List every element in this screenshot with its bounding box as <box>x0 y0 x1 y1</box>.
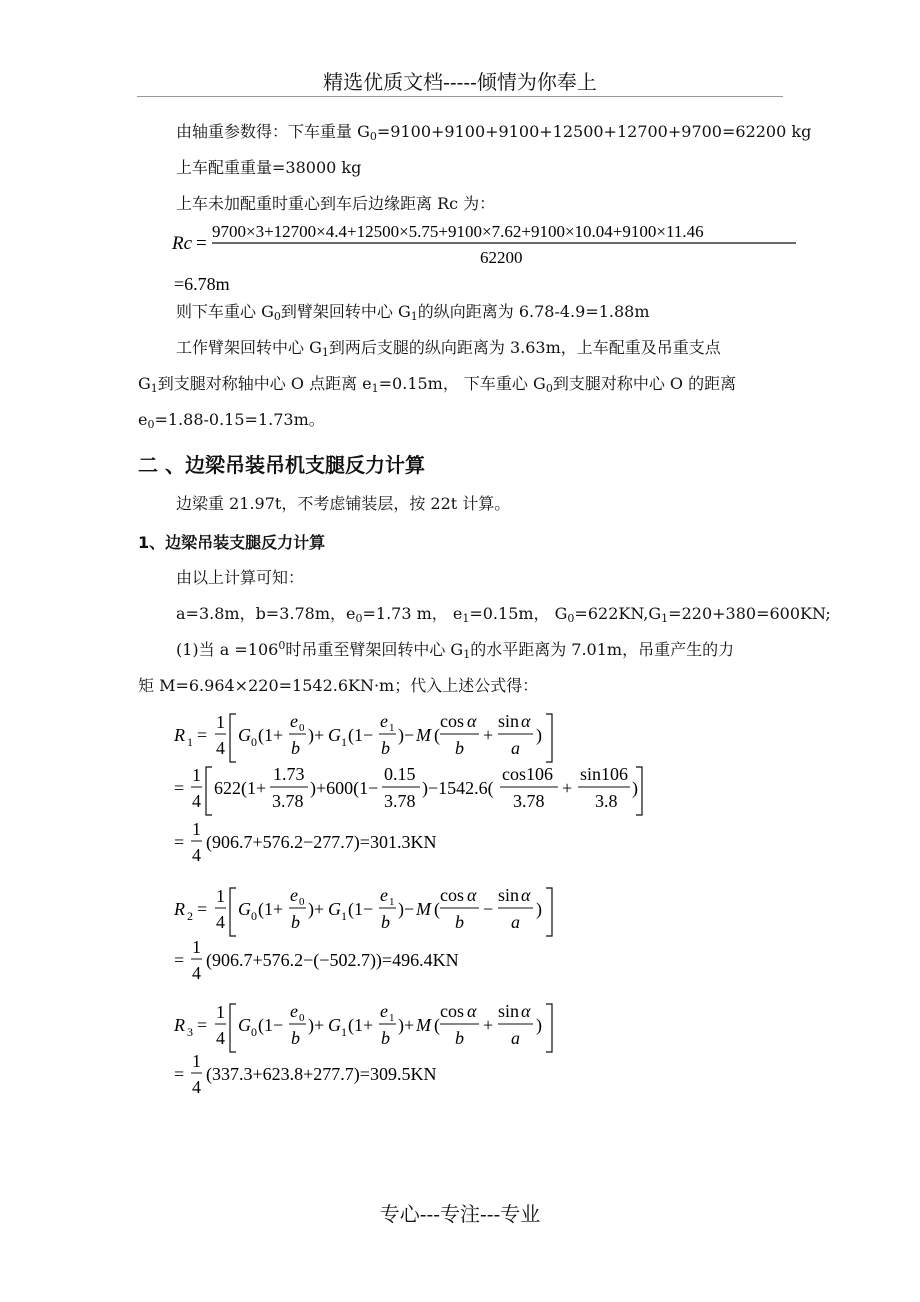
svg-text:0: 0 <box>251 909 257 923</box>
svg-text:(1+: (1+ <box>258 725 284 745</box>
svg-text:)+: )+ <box>308 899 325 919</box>
svg-text:M: M <box>416 725 431 745</box>
svg-text:0: 0 <box>299 896 305 908</box>
svg-text:e: e <box>290 1001 298 1021</box>
page-header: 精选优质文档-----倾情为你奉上 <box>323 70 597 94</box>
svg-text:1: 1 <box>192 765 201 785</box>
svg-text:(1−: (1− <box>348 725 374 745</box>
svg-text:G: G <box>328 899 341 919</box>
svg-text:)+: )+ <box>308 725 325 745</box>
counterweight-line: 上车配重重量=38000 kg <box>176 158 362 177</box>
svg-text:=: = <box>174 832 185 852</box>
rc-result: =6.78m <box>174 274 230 294</box>
svg-text:1: 1 <box>187 735 193 749</box>
svg-text:a: a <box>511 738 520 758</box>
svg-text:(: ( <box>434 899 440 919</box>
svg-text:G: G <box>328 725 341 745</box>
svg-text:)−: )− <box>398 899 415 919</box>
svg-text:0: 0 <box>299 722 305 734</box>
subsection-heading: 1、边梁吊装支腿反力计算 <box>138 533 326 552</box>
svg-text:cos106: cos106 <box>502 764 553 784</box>
svg-text:+: + <box>562 778 573 798</box>
svg-text:cos: cos <box>440 885 464 905</box>
svg-text:b: b <box>381 738 390 758</box>
svg-text:G: G <box>238 1015 251 1035</box>
svg-text:e: e <box>290 885 298 905</box>
svg-text:cos: cos <box>440 1001 464 1021</box>
svg-text:e: e <box>380 711 388 731</box>
svg-text:4: 4 <box>216 1028 225 1048</box>
svg-text:)−1542.6(: )−1542.6( <box>422 778 494 798</box>
e0-line: $e_0=1.88-0.15=1.73m$。 <box>138 410 325 431</box>
svg-text:1: 1 <box>341 909 347 923</box>
svg-text:1.73: 1.73 <box>273 764 305 784</box>
g1-outrigger-line: 工作臂架回转中心 $G_1$到两后支腿的纵向距离为 3.63m，上车配重及吊重支点 <box>176 338 721 359</box>
r2-result: (906.7+576.2−(−502.7))=496.4KN <box>206 950 459 970</box>
svg-text:4: 4 <box>192 845 201 865</box>
svg-text:=: = <box>174 1064 185 1084</box>
known-line: 由以上计算可知： <box>176 568 305 587</box>
svg-text:3.78: 3.78 <box>272 791 304 811</box>
svg-text:+: + <box>483 725 494 745</box>
svg-text:α: α <box>521 1001 531 1021</box>
svg-text:0: 0 <box>251 735 257 749</box>
rc-formula <box>168 218 808 298</box>
svg-text:)+: )+ <box>308 1015 325 1035</box>
svg-text:sin: sin <box>498 711 520 731</box>
svg-text:1: 1 <box>192 819 201 839</box>
rc-intro-line: 上车未加配重时重心到车后边缘距离 Rc 为： <box>176 194 496 213</box>
svg-text:2: 2 <box>187 909 193 923</box>
svg-text:1: 1 <box>192 937 201 957</box>
svg-text:): ) <box>536 899 542 919</box>
r1-formula <box>170 706 670 866</box>
svg-text:G: G <box>238 899 251 919</box>
svg-text:1: 1 <box>192 1051 201 1071</box>
svg-text:1: 1 <box>216 886 225 906</box>
svg-text:)+600(1−: )+600(1− <box>310 778 379 798</box>
svg-text:): ) <box>536 725 542 745</box>
svg-text:4: 4 <box>216 738 225 758</box>
svg-text:3.78: 3.78 <box>513 791 545 811</box>
case1-line: (1)当 $a =106^0$时吊重至臂架回转中心 $G_1$的水平距离为 7.01m，吊重产生的力 <box>176 639 735 661</box>
svg-text:−: − <box>483 899 494 919</box>
svg-text:1: 1 <box>216 1002 225 1022</box>
axle-load-line: 由轴重参数得：下车重量 $G_0=9100+9100+9100+12500+12700+9700=62200$ kg <box>176 122 812 143</box>
parameters-line: a=3.8m，b=3.78m，$e_0=1.73$ m， $e_1=0.15m$， $G_0=622KN,G_1=220+380=600KN$; <box>176 604 831 625</box>
svg-text:(: ( <box>434 725 440 745</box>
svg-text:(1+: (1+ <box>348 1015 374 1035</box>
svg-text:1: 1 <box>341 1025 347 1039</box>
svg-text:α: α <box>521 711 531 731</box>
svg-text:)+: )+ <box>398 1015 415 1035</box>
svg-text:=: = <box>174 950 185 970</box>
svg-text:=: = <box>197 725 208 745</box>
section-heading: 二 、边梁吊装吊机支腿反力计算 <box>138 453 425 477</box>
svg-text:b: b <box>455 738 464 758</box>
svg-text:=: = <box>196 233 207 254</box>
svg-text:e: e <box>380 885 388 905</box>
svg-text:b: b <box>455 1028 464 1048</box>
rc-lhs: Rc <box>172 233 193 254</box>
svg-text:a: a <box>511 1028 520 1048</box>
svg-text:4: 4 <box>192 963 201 983</box>
e1-line: $G_1$到支腿对称轴中心 O 点距离 $e_1=0.15m$， 下车重心 $G_0$到支腿对称中心 O 的距离 <box>138 374 737 395</box>
svg-text:G: G <box>238 725 251 745</box>
svg-text:(1−: (1− <box>348 899 374 919</box>
svg-text:α: α <box>467 1001 477 1021</box>
svg-text:=: = <box>174 778 185 798</box>
svg-text:3: 3 <box>187 1025 193 1039</box>
svg-text:1: 1 <box>216 712 225 732</box>
g0-g1-distance-line: 则下车重心 $G_0$到臂架回转中心 $G_1$的纵向距离为 6.78-4.9=1.88m <box>176 302 650 323</box>
svg-text:0.15: 0.15 <box>384 764 416 784</box>
svg-text:M: M <box>416 899 431 919</box>
svg-text:)−: )− <box>398 725 415 745</box>
svg-text:b: b <box>291 738 300 758</box>
svg-text:b: b <box>455 912 464 932</box>
svg-text:3.78: 3.78 <box>384 791 416 811</box>
svg-text:0: 0 <box>251 1025 257 1039</box>
r1-result: (906.7+576.2−277.7)=301.3KN <box>206 832 437 852</box>
svg-text:cos: cos <box>440 711 464 731</box>
r2-formula <box>170 880 590 992</box>
svg-text:(1−: (1− <box>258 1015 284 1035</box>
svg-text:4: 4 <box>192 791 201 811</box>
svg-text:b: b <box>381 1028 390 1048</box>
r3-formula <box>170 996 590 1104</box>
svg-text:M: M <box>416 1015 431 1035</box>
svg-text:1: 1 <box>389 896 395 908</box>
svg-text:sin106: sin106 <box>580 764 629 784</box>
svg-text:R: R <box>174 725 185 745</box>
svg-text:b: b <box>291 1028 300 1048</box>
svg-text:4: 4 <box>216 912 225 932</box>
svg-text:(: ( <box>434 1015 440 1035</box>
svg-text:a: a <box>511 912 520 932</box>
rc-denominator: 62200 <box>480 248 523 267</box>
svg-text:α: α <box>521 885 531 905</box>
svg-text:e: e <box>290 711 298 731</box>
svg-text:0: 0 <box>299 1012 305 1024</box>
svg-text:=: = <box>197 899 208 919</box>
svg-text:α: α <box>467 711 477 731</box>
svg-text:R: R <box>174 899 185 919</box>
svg-text:4: 4 <box>192 1077 201 1097</box>
svg-text:+: + <box>483 1015 494 1035</box>
moment-line: 矩 M=6.964×220=1542.6KN·m；代入上述公式得： <box>138 676 539 695</box>
rc-numerator: 9700×3+12700×4.4+12500×5.75+9100×7.62+9100×10.04+9100×11.46 <box>212 222 704 241</box>
svg-text:=: = <box>197 1015 208 1035</box>
header-rule <box>137 96 783 97</box>
page-footer: 专心---专注---专业 <box>379 1202 541 1226</box>
svg-text:(1+: (1+ <box>258 899 284 919</box>
svg-text:1: 1 <box>389 1012 395 1024</box>
svg-text:3.8: 3.8 <box>595 791 618 811</box>
svg-text:1: 1 <box>389 722 395 734</box>
svg-text:b: b <box>381 912 390 932</box>
svg-text:sin: sin <box>498 885 520 905</box>
svg-text:): ) <box>536 1015 542 1035</box>
svg-text:b: b <box>291 912 300 932</box>
svg-text:e: e <box>380 1001 388 1021</box>
svg-text:G: G <box>328 1015 341 1035</box>
beam-weight-line: 边梁重 21.97t，不考虑铺装层，按 22t 计算。 <box>176 494 511 513</box>
svg-text:α: α <box>467 885 477 905</box>
svg-text:R: R <box>174 1015 185 1035</box>
r3-result: (337.3+623.8+277.7)=309.5KN <box>206 1064 437 1084</box>
svg-text:): ) <box>632 778 638 798</box>
svg-text:sin: sin <box>498 1001 520 1021</box>
svg-text:1: 1 <box>341 735 347 749</box>
svg-text:622(1+: 622(1+ <box>214 778 267 798</box>
